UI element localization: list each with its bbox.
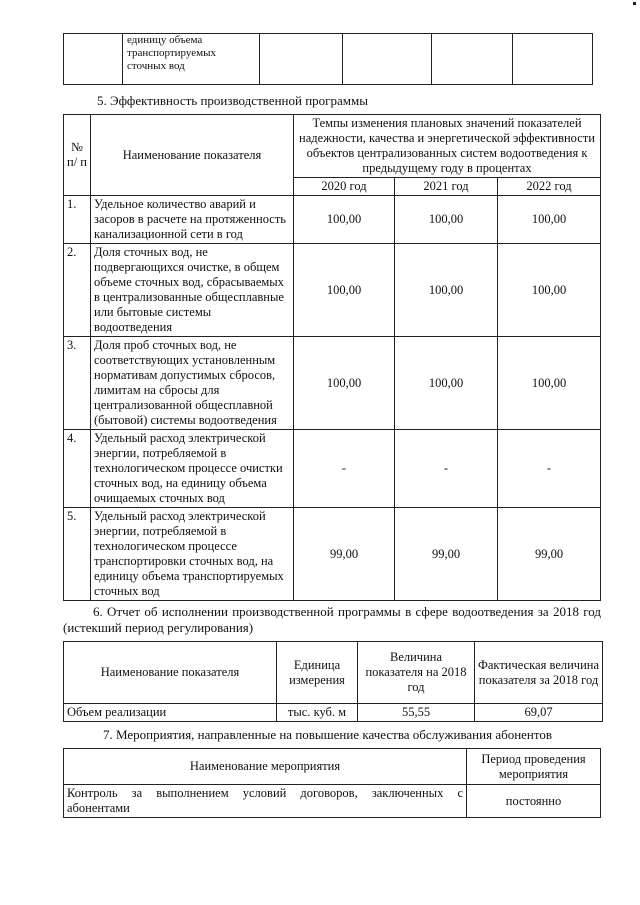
row-value-2021: - bbox=[395, 430, 498, 508]
table-row bbox=[64, 704, 603, 722]
table-row bbox=[64, 196, 601, 244]
section7-heading: 7. Мероприятия, направленные на повышение качества обслуживания абонентов bbox=[103, 727, 553, 742]
row-value-2021: 100,00 bbox=[395, 337, 498, 430]
efficiency-table bbox=[63, 114, 601, 601]
table-row bbox=[64, 785, 601, 818]
col-num-header: № п/ п bbox=[64, 115, 91, 196]
row-value-2022: 100,00 bbox=[498, 196, 601, 244]
section6-heading-sub: (истекший период регулирования) bbox=[63, 620, 254, 635]
col-name-header: Наименование мероприятия bbox=[64, 749, 467, 785]
col-actual-header: Фактическая величина показателя за 2018 год bbox=[475, 642, 603, 704]
table-row bbox=[64, 244, 601, 337]
year-header: 2020 год bbox=[294, 178, 395, 196]
measures-table bbox=[63, 748, 601, 818]
row-unit: тыс. куб. м bbox=[277, 704, 358, 722]
table-header-row bbox=[64, 115, 601, 178]
row-name: Доля сточных вод, не подвергающихся очистке, в общем объеме сточных вод, сбрасываемых в централизованные общесплавные или бытовые системы водоотведения bbox=[91, 244, 294, 337]
row-value-2022: 99,00 bbox=[498, 508, 601, 601]
row-actual: 69,07 bbox=[475, 704, 603, 722]
row-name: Контроль за выполнением условий договоров, заключенных с абонентами bbox=[64, 785, 467, 818]
year-header: 2022 год bbox=[498, 178, 601, 196]
year-header: 2021 год bbox=[395, 178, 498, 196]
row-value-2021: 99,00 bbox=[395, 508, 498, 601]
row-num: 2. bbox=[64, 244, 91, 337]
row-num: 5. bbox=[64, 508, 91, 601]
row-name: Удельный расход электрической энергии, потребляемой в технологическом процессе очистки сточных вод, на единицу объема очищаемых сточных вод bbox=[91, 430, 294, 508]
row-name: Доля проб сточных вод, не соответствующих установленным нормативам допустимых сбросов, лимитам на сбросы для централизованной общесплавной (бытовой) системы водоотведения bbox=[91, 337, 294, 430]
scan-dot bbox=[633, 2, 636, 5]
col-value-header: Величина показателя на 2018 год bbox=[358, 642, 475, 704]
row-value-2020: 100,00 bbox=[294, 196, 395, 244]
row-name: Объем реализации bbox=[64, 704, 277, 722]
row-value-2020: 99,00 bbox=[294, 508, 395, 601]
col-period-header: Период проведения мероприятия bbox=[467, 749, 601, 785]
col-name-header: Наименование показателя bbox=[64, 642, 277, 704]
row-value: 55,55 bbox=[358, 704, 475, 722]
table-header-row bbox=[64, 642, 603, 704]
row-value-2022: - bbox=[498, 430, 601, 508]
row-num: 4. bbox=[64, 430, 91, 508]
section6-heading: 6. Отчет об исполнении производственной программы в сфере водоотведения за 2018 год bbox=[93, 604, 601, 619]
row-name: Удельный расход электрической энергии, потребляемой в технологическом процессе транспортировки сточных вод, на единицу объема транспортируемых сточных вод bbox=[91, 508, 294, 601]
table-header-row bbox=[64, 749, 601, 785]
row-value-2021: 100,00 bbox=[395, 244, 498, 337]
report-table bbox=[63, 641, 603, 722]
row-value-2022: 100,00 bbox=[498, 337, 601, 430]
row-value-2021: 100,00 bbox=[395, 196, 498, 244]
col-unit-header: Единица измерения bbox=[277, 642, 358, 704]
table-cell-text: единицу объема транспортируемых сточных вод bbox=[123, 34, 260, 85]
row-name: Удельное количество аварий и засоров в расчете на протяженность канализационной сети в год bbox=[91, 196, 294, 244]
row-period: постоянно bbox=[467, 785, 601, 818]
row-value-2020: 100,00 bbox=[294, 244, 395, 337]
table-row bbox=[64, 508, 601, 601]
row-value-2020: - bbox=[294, 430, 395, 508]
row-value-2022: 100,00 bbox=[498, 244, 601, 337]
col-group-header: Темпы изменения плановых значений показателей надежности, качества и энергетической эффективности объектов централизованных систем водоотведения к предыдущему году в процентах bbox=[294, 115, 601, 178]
section5-heading: 5. Эффективность производственной программы bbox=[97, 93, 368, 108]
table-row bbox=[64, 430, 601, 508]
row-num: 1. bbox=[64, 196, 91, 244]
row-value-2020: 100,00 bbox=[294, 337, 395, 430]
col-name-header: Наименование показателя bbox=[91, 115, 294, 196]
table-row bbox=[64, 34, 593, 85]
continued-table bbox=[63, 33, 593, 85]
table-row bbox=[64, 337, 601, 430]
row-num: 3. bbox=[64, 337, 91, 430]
